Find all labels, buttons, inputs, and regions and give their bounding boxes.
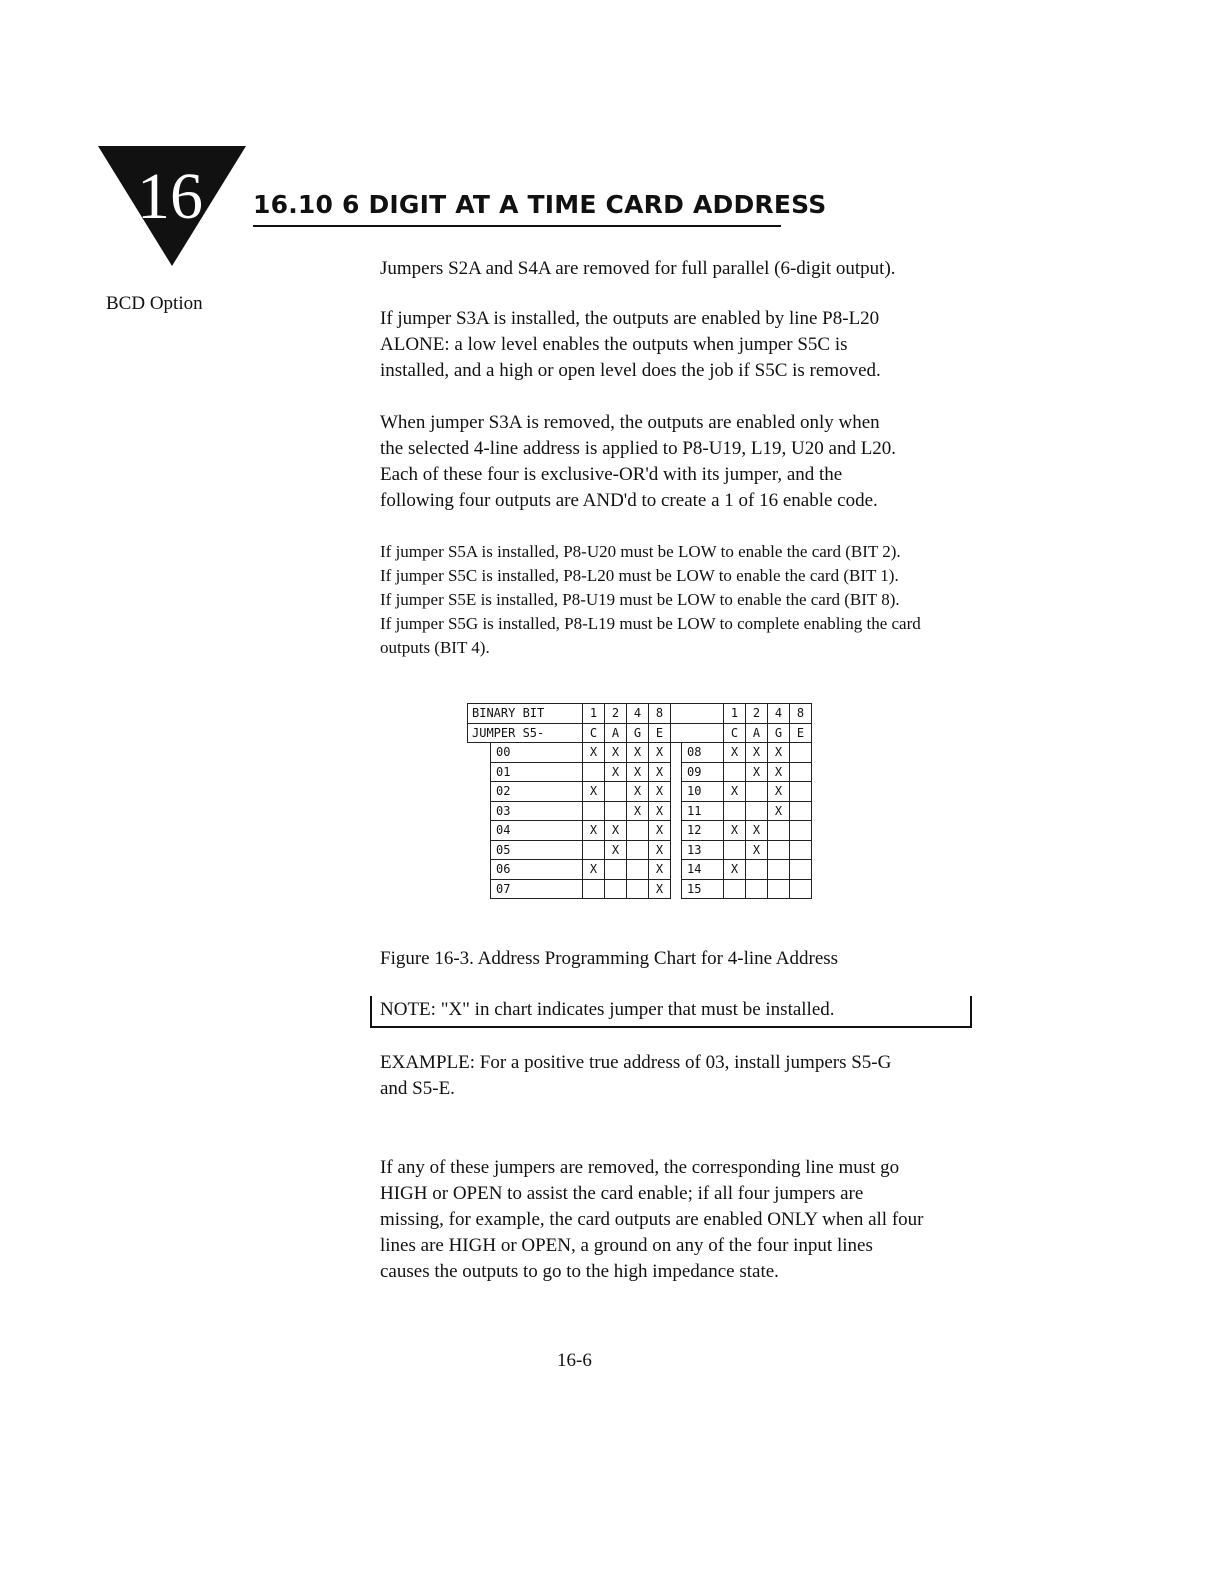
jumper-header: A (746, 723, 768, 743)
bit-header: 2 (605, 704, 627, 724)
jumper-cell: X (768, 743, 790, 763)
jumper-cell (768, 860, 790, 880)
paragraph-line: the selected 4-line address is applied to P8-U19, L19, U20 and L20. (380, 438, 897, 459)
address-cell: 07 (491, 879, 583, 899)
chart-spacer (468, 860, 491, 880)
note-box (370, 996, 972, 1028)
address-cell: 13 (682, 840, 724, 860)
jumper-cell: X (724, 860, 746, 880)
jumper-cell (790, 762, 812, 782)
jumper-cell (790, 782, 812, 802)
paragraph-line: If any of these jumpers are removed, the corresponding line must go (380, 1157, 900, 1178)
chart-spacer (671, 743, 682, 763)
jumper-cell: X (583, 860, 605, 880)
paragraph-line: If jumper S5C is installed, P8-L20 must be LOW to enable the card (BIT 1). (380, 566, 899, 585)
jumper-header: E (790, 723, 812, 743)
address-cell: 08 (682, 743, 724, 763)
jumper-cell (768, 840, 790, 860)
jumper-cell: X (746, 762, 768, 782)
note-label: NOTE: (380, 999, 436, 1020)
address-cell: 14 (682, 860, 724, 880)
paragraph-line: HIGH or OPEN to assist the card enable; if all four jumpers are (380, 1183, 864, 1204)
jumper-cell: X (649, 860, 671, 880)
jumper-cell: X (583, 743, 605, 763)
address-cell: 05 (491, 840, 583, 860)
jumper-cell (746, 801, 768, 821)
chart-spacer (671, 860, 682, 880)
paragraph-line: lines are HIGH or OPEN, a ground on any of the four input lines (380, 1235, 873, 1256)
address-cell: 01 (491, 762, 583, 782)
chart-spacer (671, 840, 682, 860)
chart-spacer (671, 801, 682, 821)
paragraph-line: If jumper S3A is installed, the outputs are enabled by line P8-L20 (380, 308, 880, 329)
binary-bit-label: BINARY BIT (468, 704, 583, 724)
chart-spacer (671, 879, 682, 899)
jumper-cell: X (649, 821, 671, 841)
address-cell: 04 (491, 821, 583, 841)
note-text: "X" in chart indicates jumper that must be installed. (435, 999, 835, 1020)
jumper-cell: X (583, 821, 605, 841)
paragraph-line: If jumper S5A is installed, P8-U20 must be LOW to enable the card (BIT 2). (380, 542, 901, 561)
jumper-cell: X (649, 762, 671, 782)
paragraph-line: Jumpers S2A and S4A are removed for full parallel (6-digit output). (380, 258, 896, 279)
bit-header: 1 (724, 704, 746, 724)
paragraph-3 (380, 410, 980, 514)
bit-header: 4 (768, 704, 790, 724)
jumper-cell: X (627, 762, 649, 782)
section-heading: 16.10 6 DIGIT AT A TIME CARD ADDRESS (253, 190, 781, 227)
jumper-cell (605, 782, 627, 802)
table-row (468, 801, 812, 821)
paragraph-line: missing, for example, the card outputs are enabled ONLY when all four (380, 1209, 924, 1230)
bit-header: 1 (583, 704, 605, 724)
paragraph-line: ALONE: a low level enables the outputs when jumper S5C is (380, 334, 848, 355)
jumper-cell (790, 840, 812, 860)
jumper-cell (583, 840, 605, 860)
address-table (467, 703, 812, 899)
chart-spacer (671, 821, 682, 841)
address-cell: 10 (682, 782, 724, 802)
jumper-cell: X (746, 743, 768, 763)
jumper-cell (790, 860, 812, 880)
jumper-cell (768, 879, 790, 899)
jumper-cell (746, 860, 768, 880)
paragraph-6 (380, 1155, 980, 1285)
jumper-cell: X (724, 782, 746, 802)
address-cell: 11 (682, 801, 724, 821)
bit-header: 2 (746, 704, 768, 724)
address-cell: 09 (682, 762, 724, 782)
table-row (468, 821, 812, 841)
jumper-cell (627, 821, 649, 841)
paragraph-line: causes the outputs to go to the high impedance state. (380, 1261, 779, 1282)
jumper-cell (790, 801, 812, 821)
jumper-cell (724, 879, 746, 899)
jumper-cell (627, 879, 649, 899)
jumper-header: G (627, 723, 649, 743)
chart-spacer (671, 782, 682, 802)
address-cell: 06 (491, 860, 583, 880)
jumper-cell: X (627, 743, 649, 763)
jumper-cell: X (649, 879, 671, 899)
jumper-cell (605, 860, 627, 880)
jumper-cell: X (649, 801, 671, 821)
jumper-cell: X (768, 801, 790, 821)
jumper-cell: X (746, 821, 768, 841)
table-row (468, 879, 812, 899)
jumper-cell (746, 879, 768, 899)
bit-header: 8 (649, 704, 671, 724)
jumper-cell: X (746, 840, 768, 860)
address-cell: 12 (682, 821, 724, 841)
chapter-tab (98, 146, 246, 266)
address-cell: 02 (491, 782, 583, 802)
jumper-cell: X (605, 762, 627, 782)
jumper-cell (724, 762, 746, 782)
jumper-cell: X (583, 782, 605, 802)
chart-spacer (468, 743, 491, 763)
chart-spacer (468, 801, 491, 821)
jumper-cell: X (649, 743, 671, 763)
jumper-cell (790, 821, 812, 841)
paragraph-line: installed, and a high or open level does the job if S5C is removed. (380, 360, 881, 381)
paragraph-line: and S5-E. (380, 1078, 455, 1099)
chart-header-row-jumpers (468, 723, 812, 743)
jumper-cell (724, 801, 746, 821)
jumper-cell (583, 879, 605, 899)
chapter-triangle-icon (98, 146, 246, 266)
paragraph-line: When jumper S3A is removed, the outputs are enabled only when (380, 412, 880, 433)
paragraph-line: If jumper S5E is installed, P8-U19 must be LOW to enable the card (BIT 8). (380, 590, 900, 609)
jumper-cell: X (768, 762, 790, 782)
jumper-cell: X (724, 821, 746, 841)
address-programming-chart (467, 703, 812, 899)
address-cell: 00 (491, 743, 583, 763)
paragraph-4 (380, 540, 980, 660)
example-paragraph (380, 1050, 980, 1102)
paragraph-line: following four outputs are AND'd to create a 1 of 16 enable code. (380, 490, 878, 511)
table-row (468, 782, 812, 802)
table-row (468, 762, 812, 782)
jumper-cell (627, 840, 649, 860)
table-row (468, 743, 812, 763)
jumper-cell (605, 879, 627, 899)
sidebar-label: BCD Option (106, 293, 203, 314)
jumper-cell: X (649, 840, 671, 860)
chart-spacer (671, 762, 682, 782)
jumper-cell (583, 762, 605, 782)
jumper-header: E (649, 723, 671, 743)
bit-header: 4 (627, 704, 649, 724)
chart-spacer (468, 821, 491, 841)
paragraph-2 (380, 306, 980, 384)
figure-caption: Figure 16-3. Address Programming Chart for 4-line Address (380, 948, 839, 969)
paragraph-1 (380, 256, 980, 282)
address-cell: 15 (682, 879, 724, 899)
jumper-cell: X (768, 782, 790, 802)
chart-header-row-bits (468, 704, 812, 724)
jumper-cell: X (627, 782, 649, 802)
header-gap (671, 704, 724, 724)
jumper-cell (790, 879, 812, 899)
jumper-header: C (724, 723, 746, 743)
jumper-cell: X (627, 801, 649, 821)
jumper-header: G (768, 723, 790, 743)
jumper-cell (768, 821, 790, 841)
jumper-cell: X (605, 743, 627, 763)
chart-spacer (468, 762, 491, 782)
table-row (468, 860, 812, 880)
header-gap (671, 723, 724, 743)
jumper-cell (746, 782, 768, 802)
jumper-cell (583, 801, 605, 821)
paragraph-line: EXAMPLE: For a positive true address of 03, install jumpers S5-G (380, 1052, 892, 1073)
paragraph-line: If jumper S5G is installed, P8-L19 must be LOW to complete enabling the card (380, 614, 921, 633)
jumper-cell: X (649, 782, 671, 802)
bit-header: 8 (790, 704, 812, 724)
jumper-label: JUMPER S5- (468, 723, 583, 743)
jumper-cell (790, 743, 812, 763)
table-row (468, 840, 812, 860)
chart-spacer (468, 879, 491, 899)
jumper-cell (724, 840, 746, 860)
jumper-header: A (605, 723, 627, 743)
chapter-number: 16 (137, 160, 203, 233)
jumper-header: C (583, 723, 605, 743)
jumper-cell (627, 860, 649, 880)
address-cell: 03 (491, 801, 583, 821)
paragraph-line: outputs (BIT 4). (380, 638, 490, 657)
jumper-cell: X (724, 743, 746, 763)
jumper-cell: X (605, 840, 627, 860)
jumper-cell: X (605, 821, 627, 841)
chart-spacer (468, 840, 491, 860)
page-number: 16-6 (557, 1350, 592, 1371)
paragraph-line: Each of these four is exclusive-OR'd with its jumper, and the (380, 464, 843, 485)
chart-spacer (468, 782, 491, 802)
jumper-cell (605, 801, 627, 821)
